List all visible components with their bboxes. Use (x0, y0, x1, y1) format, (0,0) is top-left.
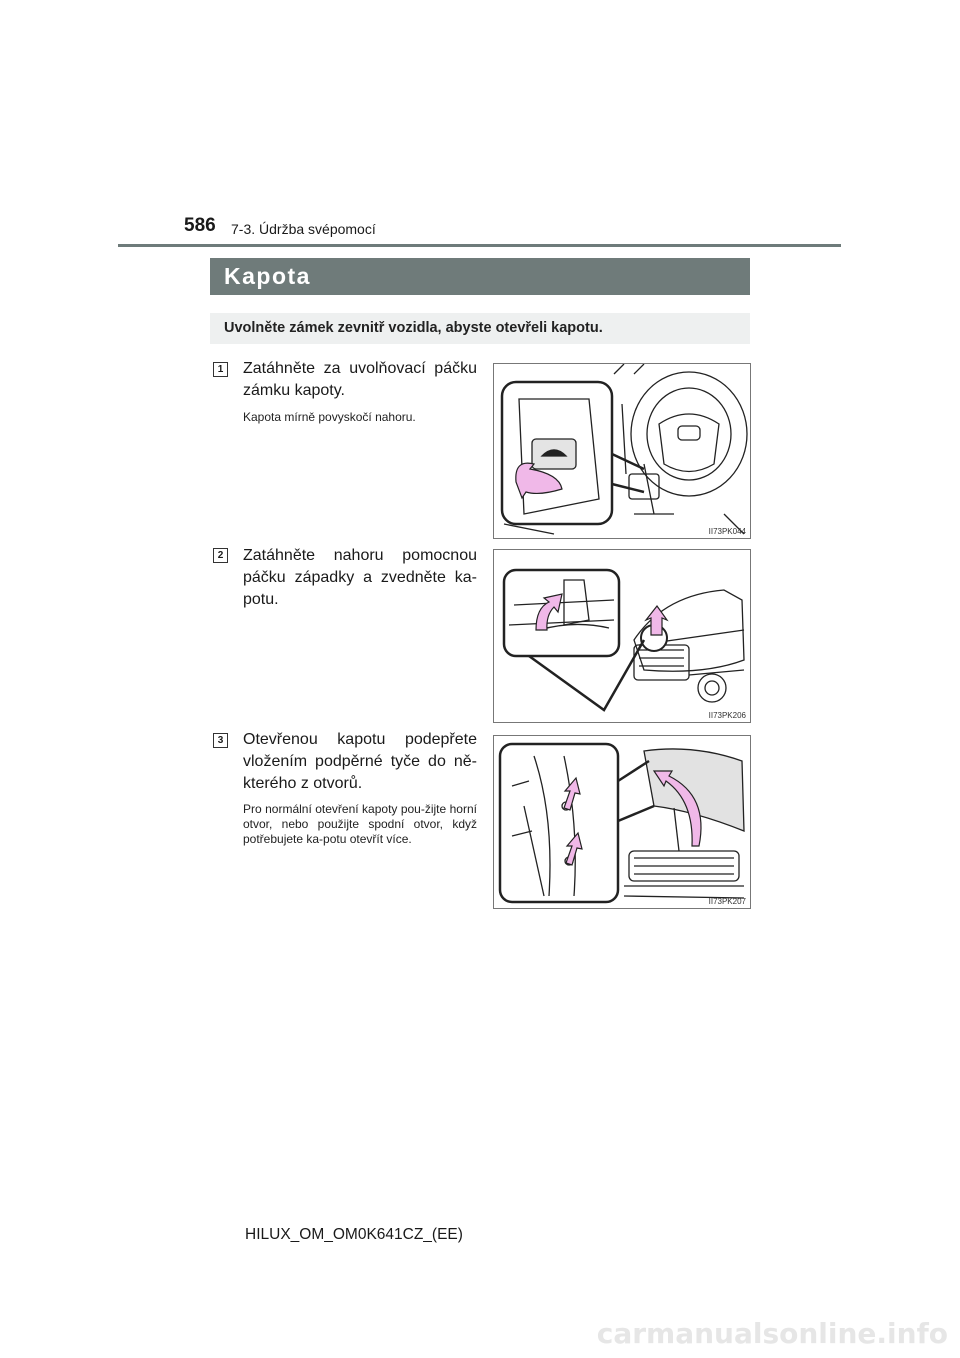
subtitle-bar (210, 313, 750, 344)
hood-support-illustration (494, 736, 750, 908)
figure-2-code: II73PK206 (708, 711, 746, 720)
header-rule (118, 244, 841, 247)
step-1-note: Kapota mírně povyskočí nahoru. (243, 410, 416, 424)
hood-release-illustration (494, 364, 750, 538)
step-3-note: Pro normální otevření kapoty pou-žijte horní otvor, nebo použijte spodní otvor, když potřebujete ka-potu otevřít více. (243, 802, 477, 846)
title-bar (210, 258, 750, 295)
step-2-text: Zatáhněte nahoru pomocnou páčku západky a zvedněte ka-potu. (243, 547, 477, 608)
figure-1-code: II73PK044 (708, 527, 746, 536)
step-2-number: 2 (213, 548, 228, 563)
figure-hood-release-lever (493, 363, 751, 539)
page-subtitle: Uvolněte zámek zevnitř vozidla, abyste otevřeli kapotu. (224, 320, 603, 336)
figure-hood-support-rod (493, 735, 751, 909)
figure-hood-latch-lever (493, 549, 751, 723)
section-title: 7-3. Údržba svépomocí (231, 221, 376, 237)
step-1-number: 1 (213, 362, 228, 377)
hood-latch-illustration (494, 550, 750, 722)
step-3-text: Otevřenou kapotu podepřete vložením podpěrné tyče do ně-kterého z otvorů. (243, 731, 477, 792)
figure-3-code: II73PK207 (708, 897, 746, 906)
document-id: HILUX_OM_OM0K641CZ_(EE) (245, 1226, 463, 1243)
step-3-number: 3 (213, 733, 228, 748)
page-title: Kapota (224, 263, 311, 289)
watermark[interactable]: carmanualsonline.info (596, 1317, 948, 1350)
step-1-text: Zatáhněte za uvolňovací páčku zámku kapoty. (243, 360, 477, 399)
page-number: 586 (184, 215, 216, 236)
